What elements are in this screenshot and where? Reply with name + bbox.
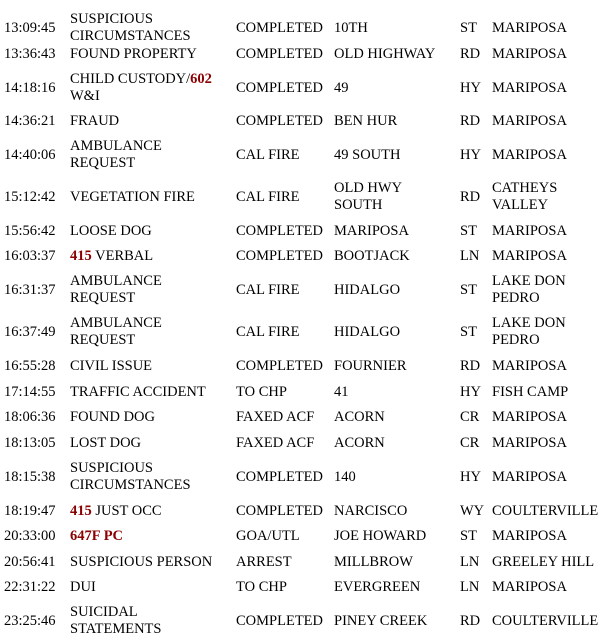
call-time: 15:12:42 bbox=[4, 188, 56, 205]
call-type-line: REQUEST bbox=[70, 332, 136, 348]
call-type bbox=[70, 503, 232, 520]
disposition: CAL FIRE bbox=[236, 323, 300, 340]
city bbox=[492, 358, 612, 375]
street-suffix: ST bbox=[460, 222, 477, 239]
street-name-line: ACORN bbox=[334, 408, 385, 425]
street-suffix: CR bbox=[460, 408, 480, 425]
street-name-line: FOURNIER bbox=[334, 357, 407, 374]
disposition: CAL FIRE bbox=[236, 188, 300, 205]
street-name-line: HIDALGO bbox=[334, 323, 401, 340]
street-suffix: LN bbox=[460, 553, 480, 570]
call-type-line: REQUEST bbox=[70, 155, 136, 171]
call-time: 23:25:46 bbox=[4, 612, 56, 629]
table-row bbox=[0, 273, 614, 307]
city bbox=[492, 180, 612, 214]
disposition: ARREST bbox=[236, 553, 292, 570]
street-name bbox=[334, 180, 454, 214]
call-time: 16:37:49 bbox=[4, 323, 56, 340]
disposition: COMPLETED bbox=[236, 612, 323, 629]
street-name bbox=[334, 113, 454, 130]
table-row bbox=[0, 460, 614, 494]
city-line: LAKE DON bbox=[492, 273, 566, 289]
disposition: TO CHP bbox=[236, 383, 287, 400]
table-row bbox=[0, 248, 614, 265]
call-type bbox=[70, 604, 232, 638]
street-suffix: CR bbox=[460, 434, 480, 451]
disposition: COMPLETED bbox=[236, 79, 323, 96]
street-name bbox=[334, 147, 454, 164]
table-row bbox=[0, 46, 614, 63]
call-type-line: VEGETATION FIRE bbox=[70, 188, 195, 205]
call-time: 13:09:45 bbox=[4, 19, 56, 36]
call-type-line bbox=[70, 503, 232, 520]
city bbox=[492, 579, 612, 596]
disposition: COMPLETED bbox=[236, 222, 323, 239]
call-type-line: SUSPICIOUS bbox=[70, 11, 153, 27]
street-name bbox=[334, 20, 454, 37]
city-line: LAKE DON bbox=[492, 315, 566, 331]
street-suffix: RD bbox=[460, 45, 481, 62]
street-suffix: ST bbox=[460, 527, 477, 544]
call-type-line: W&I bbox=[70, 88, 100, 104]
disposition: CAL FIRE bbox=[236, 281, 300, 298]
street-name-line: PINEY CREEK bbox=[334, 612, 428, 629]
disposition: FAXED ACF bbox=[236, 434, 315, 451]
call-type-line: SUICIDAL bbox=[70, 604, 138, 620]
call-type bbox=[70, 315, 232, 349]
city-line: MARIPOSA bbox=[492, 408, 567, 425]
call-time: 18:15:38 bbox=[4, 468, 56, 485]
call-type-line: CIRCUMSTANCES bbox=[70, 477, 191, 493]
call-type-line: REQUEST bbox=[70, 290, 136, 306]
street-name-line: 49 bbox=[334, 79, 349, 96]
table-row bbox=[0, 315, 614, 349]
disposition: CAL FIRE bbox=[236, 146, 300, 163]
call-type-line: FOUND DOG bbox=[70, 408, 155, 425]
street-suffix: LN bbox=[460, 578, 480, 595]
call-time: 16:55:28 bbox=[4, 357, 56, 374]
street-suffix: HY bbox=[460, 146, 481, 163]
call-type bbox=[70, 273, 232, 307]
city bbox=[492, 384, 612, 401]
street-name-line: OLD HWY bbox=[334, 180, 403, 196]
city-line: MARIPOSA bbox=[492, 19, 567, 36]
street-suffix: HY bbox=[460, 79, 481, 96]
call-type bbox=[70, 409, 232, 426]
street-suffix: WY bbox=[460, 502, 485, 519]
street-name-line: SOUTH bbox=[334, 197, 383, 213]
city bbox=[492, 20, 612, 37]
table-row bbox=[0, 11, 614, 45]
disposition: COMPLETED bbox=[236, 19, 323, 36]
street-name-line: JOE HOWARD bbox=[334, 527, 427, 544]
call-time: 15:56:42 bbox=[4, 222, 56, 239]
street-name-line: ACORN bbox=[334, 434, 385, 451]
street-name bbox=[334, 528, 454, 545]
table-row bbox=[0, 604, 614, 638]
street-suffix: LN bbox=[460, 247, 480, 264]
city-line: PEDRO bbox=[492, 332, 540, 348]
street-name bbox=[334, 613, 454, 630]
call-time: 22:31:22 bbox=[4, 578, 56, 595]
city bbox=[492, 248, 612, 265]
city-line: MARIPOSA bbox=[492, 247, 567, 264]
street-name bbox=[334, 80, 454, 97]
city-line: MARIPOSA bbox=[492, 527, 567, 544]
street-name-line: EVERGREEN bbox=[334, 578, 421, 595]
call-type bbox=[70, 358, 232, 375]
disposition: COMPLETED bbox=[236, 468, 323, 485]
call-type bbox=[70, 248, 232, 265]
city-line: GREELEY HILL bbox=[492, 553, 595, 570]
street-name bbox=[334, 469, 454, 486]
penal-code: 602 bbox=[190, 71, 212, 87]
city bbox=[492, 469, 612, 486]
call-time: 20:56:41 bbox=[4, 553, 56, 570]
call-type-line: LOOSE DOG bbox=[70, 222, 152, 239]
table-row bbox=[0, 435, 614, 452]
call-type bbox=[70, 223, 232, 240]
call-type bbox=[70, 528, 232, 545]
city-line: COULTERVILLE bbox=[492, 612, 599, 629]
city bbox=[492, 409, 612, 426]
call-time: 18:06:36 bbox=[4, 408, 56, 425]
call-type bbox=[70, 384, 232, 401]
street-name-line: BOOTJACK bbox=[334, 247, 410, 264]
table-row bbox=[0, 180, 614, 214]
city bbox=[492, 315, 612, 349]
call-time: 17:14:55 bbox=[4, 383, 56, 400]
call-type-line: AMBULANCE bbox=[70, 273, 162, 289]
city bbox=[492, 273, 612, 307]
city bbox=[492, 223, 612, 240]
city bbox=[492, 435, 612, 452]
call-type bbox=[70, 113, 232, 130]
disposition: COMPLETED bbox=[236, 247, 323, 264]
call-type-line: CIRCUMSTANCES bbox=[70, 28, 191, 44]
call-type bbox=[70, 189, 232, 206]
table-row bbox=[0, 113, 614, 130]
call-time: 18:19:47 bbox=[4, 502, 56, 519]
disposition: FAXED ACF bbox=[236, 408, 315, 425]
street-name bbox=[334, 554, 454, 571]
disposition: TO CHP bbox=[236, 578, 287, 595]
table-row bbox=[0, 223, 614, 240]
call-type-line: AMBULANCE bbox=[70, 138, 162, 154]
city bbox=[492, 147, 612, 164]
call-type-line: FOUND PROPERTY bbox=[70, 45, 197, 62]
street-name bbox=[334, 223, 454, 240]
city-line: VALLEY bbox=[492, 197, 549, 213]
street-suffix: RD bbox=[460, 188, 481, 205]
table-row bbox=[0, 554, 614, 571]
call-type-line: FRAUD bbox=[70, 112, 120, 129]
city-line: PEDRO bbox=[492, 290, 540, 306]
street-suffix: HY bbox=[460, 468, 481, 485]
call-time: 14:36:21 bbox=[4, 112, 56, 129]
call-type-line: AMBULANCE bbox=[70, 315, 162, 331]
call-type-line: SUSPICIOUS PERSON bbox=[70, 553, 213, 570]
city-line: MARIPOSA bbox=[492, 434, 567, 451]
call-type-line bbox=[70, 71, 232, 88]
city-line: COULTERVILLE bbox=[492, 502, 599, 519]
call-type-text: VERBAL bbox=[91, 247, 154, 264]
table-row bbox=[0, 528, 614, 545]
street-name-line: BEN HUR bbox=[334, 112, 398, 129]
call-time: 16:03:37 bbox=[4, 247, 56, 264]
disposition: COMPLETED bbox=[236, 112, 323, 129]
call-type-line bbox=[70, 528, 232, 545]
street-suffix: ST bbox=[460, 19, 477, 36]
street-name bbox=[334, 409, 454, 426]
street-name-line: HIDALGO bbox=[334, 281, 401, 298]
call-type bbox=[70, 11, 232, 45]
city bbox=[492, 80, 612, 97]
call-time: 14:18:16 bbox=[4, 79, 56, 96]
call-type-line: CIVIL ISSUE bbox=[70, 357, 153, 374]
street-name-line: NARCISCO bbox=[334, 502, 408, 519]
table-row bbox=[0, 579, 614, 596]
street-name-line: MARIPOSA bbox=[334, 222, 409, 239]
city-line: MARIPOSA bbox=[492, 146, 567, 163]
table-row bbox=[0, 384, 614, 401]
city-line: CATHEYS bbox=[492, 180, 558, 196]
street-name bbox=[334, 282, 454, 299]
call-type bbox=[70, 460, 232, 494]
street-name bbox=[334, 384, 454, 401]
city-line: MARIPOSA bbox=[492, 79, 567, 96]
city bbox=[492, 46, 612, 63]
disposition: GOA/UTL bbox=[236, 527, 300, 544]
table-row bbox=[0, 503, 614, 520]
street-suffix: RD bbox=[460, 612, 481, 629]
street-name-line: OLD HIGHWAY bbox=[334, 45, 436, 62]
call-type-line: STATEMENTS bbox=[70, 621, 162, 637]
city-line: MARIPOSA bbox=[492, 468, 567, 485]
call-type bbox=[70, 46, 232, 63]
street-name bbox=[334, 324, 454, 341]
city bbox=[492, 113, 612, 130]
call-type bbox=[70, 554, 232, 571]
street-name-line: 140 bbox=[334, 468, 356, 485]
call-type-line: SUSPICIOUS bbox=[70, 460, 153, 476]
street-name bbox=[334, 358, 454, 375]
street-name-line: MILLBROW bbox=[334, 553, 413, 570]
call-time: 16:31:37 bbox=[4, 281, 56, 298]
street-name bbox=[334, 579, 454, 596]
city bbox=[492, 613, 612, 630]
street-suffix: HY bbox=[460, 383, 481, 400]
city-line: MARIPOSA bbox=[492, 357, 567, 374]
street-suffix: RD bbox=[460, 357, 481, 374]
penal-code: 415 bbox=[70, 247, 92, 264]
call-type-line: LOST DOG bbox=[70, 434, 142, 451]
call-time: 18:13:05 bbox=[4, 434, 56, 451]
table-row bbox=[0, 409, 614, 426]
street-name-line: 41 bbox=[334, 383, 349, 400]
call-type-line: TRAFFIC ACCIDENT bbox=[70, 383, 206, 400]
street-name bbox=[334, 435, 454, 452]
call-time: 13:36:43 bbox=[4, 45, 56, 62]
call-type-text: CHILD CUSTODY/ bbox=[70, 71, 191, 87]
street-name-line: 49 SOUTH bbox=[334, 146, 401, 163]
call-type-line bbox=[70, 248, 232, 265]
disposition: COMPLETED bbox=[236, 45, 323, 62]
disposition: COMPLETED bbox=[236, 357, 323, 374]
city-line: MARIPOSA bbox=[492, 45, 567, 62]
table-row bbox=[0, 71, 614, 105]
city-line: MARIPOSA bbox=[492, 112, 567, 129]
call-type bbox=[70, 138, 232, 172]
penal-code: 647F PC bbox=[70, 527, 124, 544]
street-name bbox=[334, 503, 454, 520]
table-row bbox=[0, 358, 614, 375]
city-line: MARIPOSA bbox=[492, 222, 567, 239]
street-suffix: ST bbox=[460, 323, 477, 340]
call-type bbox=[70, 435, 232, 452]
penal-code: 415 bbox=[70, 502, 92, 519]
call-type bbox=[70, 579, 232, 596]
call-type-text: JUST OCC bbox=[91, 502, 162, 519]
call-type bbox=[70, 71, 232, 105]
call-type-line: DUI bbox=[70, 578, 96, 595]
table-row bbox=[0, 138, 614, 172]
city bbox=[492, 503, 612, 520]
call-time: 14:40:06 bbox=[4, 146, 56, 163]
street-suffix: RD bbox=[460, 112, 481, 129]
street-name bbox=[334, 46, 454, 63]
call-time: 20:33:00 bbox=[4, 527, 56, 544]
city-line: FISH CAMP bbox=[492, 383, 569, 400]
city bbox=[492, 528, 612, 545]
street-name-line: 10TH bbox=[334, 19, 368, 36]
city-line: MARIPOSA bbox=[492, 578, 567, 595]
disposition: COMPLETED bbox=[236, 502, 323, 519]
street-suffix: ST bbox=[460, 281, 477, 298]
city bbox=[492, 554, 612, 571]
street-name bbox=[334, 248, 454, 265]
